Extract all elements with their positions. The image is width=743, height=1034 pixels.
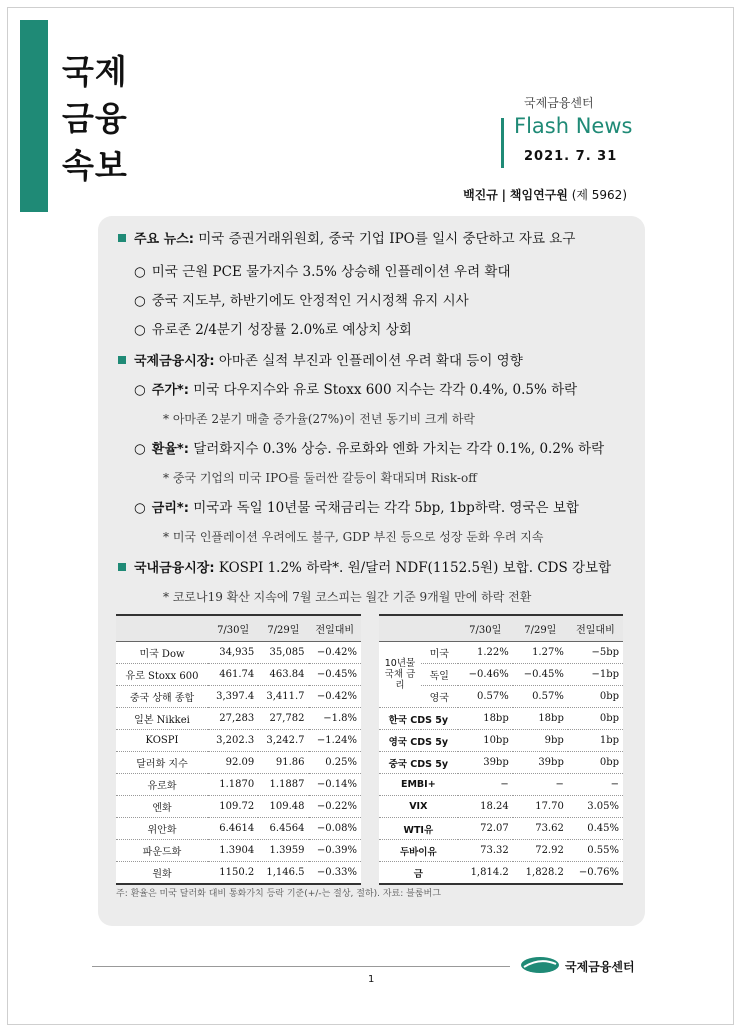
table-cell: 0.25% [309, 752, 361, 774]
table-row [116, 642, 361, 664]
table-cell: 0bp [568, 708, 623, 730]
item-key: 환율*: [151, 442, 189, 457]
row-label: 달러화 지수 [116, 752, 208, 774]
table-row [379, 752, 623, 774]
table-cell: −1.24% [309, 730, 361, 752]
table-row [116, 752, 361, 774]
circle-bullet-icon: ○ [134, 264, 146, 280]
list-item [134, 260, 511, 280]
table-cell: 17.70 [513, 796, 568, 818]
table-cell: 3,397.4 [208, 686, 258, 708]
table-cell: 1.22% [458, 642, 513, 664]
item-text: 미국 근원 PCE 물가지수 3.5% 상승해 인플레이션 우려 확대 [151, 264, 511, 280]
table-row [379, 818, 623, 840]
table-cell: 92.09 [208, 752, 258, 774]
item-key: 주가*: [151, 383, 189, 398]
footer-divider [92, 966, 510, 967]
table-row [116, 664, 361, 686]
table-cell: − [513, 774, 568, 796]
table-cell: 3.05% [568, 796, 623, 818]
report-date: 2021. 7. 31 [524, 149, 618, 164]
table-cell: 35,085 [258, 642, 308, 664]
table-cell: 18bp [458, 708, 513, 730]
rate-item [134, 496, 579, 516]
table-cell: 0.55% [568, 840, 623, 862]
table-row [379, 642, 623, 664]
table-cell: 1,146.5 [258, 862, 308, 885]
table-row [379, 730, 623, 752]
summary-main-news [118, 227, 575, 247]
table-cell: 3,242.7 [258, 730, 308, 752]
author-separator: | [501, 188, 507, 202]
table-cell: 461.74 [208, 664, 258, 686]
table-cell: 1.1887 [258, 774, 308, 796]
table-row [116, 840, 361, 862]
table-row [116, 708, 361, 730]
row-label: 유로 Stoxx 600 [116, 664, 208, 686]
table-header-row [379, 615, 623, 642]
column-header: 7/30일 [458, 615, 513, 642]
square-bullet-icon [118, 356, 126, 364]
table-header-row [116, 615, 361, 642]
page-number: 1 [368, 974, 375, 985]
table-cell: 72.07 [458, 818, 513, 840]
table-cell: 73.62 [513, 818, 568, 840]
row-label: 미국 [421, 642, 458, 664]
table-row [116, 774, 361, 796]
table-cell: 0.45% [568, 818, 623, 840]
item-text: 미국 다우지수와 유로 Stoxx 600 지수는 각각 0.4%, 0.5% 하락 [193, 382, 578, 398]
stock-item [134, 378, 577, 398]
table-cell: 0.57% [513, 686, 568, 708]
table-cell: − [458, 774, 513, 796]
table-cell: 463.84 [258, 664, 308, 686]
section-text: 미국 증권거래위원회, 중국 기업 IPO를 일시 중단하고 자료 요구 [198, 231, 576, 247]
footer-org-name: 국제금융센터 [565, 960, 635, 974]
table-cell: −0.76% [568, 862, 623, 885]
table-cell: 3,411.7 [258, 686, 308, 708]
column-header: 7/29일 [258, 615, 308, 642]
table-row [379, 774, 623, 796]
column-header [379, 615, 458, 642]
org-name: 국제금융센터 [524, 96, 594, 110]
author-line [463, 186, 627, 203]
table-cell: 27,283 [208, 708, 258, 730]
table-cell: 6.4564 [258, 818, 308, 840]
table-row [379, 862, 623, 885]
table-cell: 109.72 [208, 796, 258, 818]
row-label: 원화 [116, 862, 208, 885]
table-cell: −0.39% [309, 840, 361, 862]
table-cell: − [568, 774, 623, 796]
table-cell: −0.14% [309, 774, 361, 796]
column-header: 7/30일 [208, 615, 258, 642]
column-header: 7/29일 [513, 615, 568, 642]
section-text: KOSPI 1.2% 하락*. 원/달러 NDF(1152.5원) 보합. CDS 강보합 [218, 560, 612, 576]
table-cell: 1,814.2 [458, 862, 513, 885]
table-cell: −0.42% [309, 686, 361, 708]
title-line-2: 금융 [62, 99, 128, 138]
table-cell: −0.45% [513, 664, 568, 686]
table-row [116, 686, 361, 708]
fx-note: * 중국 기업의 미국 IPO를 둘러싼 갈등이 확대되며 Risk-off [163, 471, 477, 485]
row-label: 중국 CDS 5y [379, 752, 458, 774]
org-logo-icon [520, 955, 560, 975]
title-line-1: 국제 [62, 52, 128, 91]
circle-bullet-icon: ○ [134, 293, 146, 309]
section-key: 국제금융시장: [134, 354, 215, 369]
table-row [379, 796, 623, 818]
table-cell: 1.3959 [258, 840, 308, 862]
table-cell: 73.32 [458, 840, 513, 862]
table-cell: 18bp [513, 708, 568, 730]
market-table-right [379, 614, 623, 885]
table-cell: 1.27% [513, 642, 568, 664]
item-text: 달러화지수 0.3% 상승. 유로화와 엔화 가치는 각각 0.1%, 0.2% 하락 [193, 441, 605, 457]
table-cell: 39bp [458, 752, 513, 774]
row-label: EMBI+ [379, 774, 458, 796]
table-cell: 3,202.3 [208, 730, 258, 752]
row-label: KOSPI [116, 730, 208, 752]
table-cell: 109.48 [258, 796, 308, 818]
fx-item [134, 437, 604, 457]
row-label: 독일 [421, 664, 458, 686]
section-text: 아마존 실적 부진과 인플레이션 우려 확대 등이 영향 [218, 353, 523, 369]
table-cell: 27,782 [258, 708, 308, 730]
table-cell: 72.92 [513, 840, 568, 862]
table-cell: 0bp [568, 752, 623, 774]
table-cell: −0.46% [458, 664, 513, 686]
table-cell: −0.08% [309, 818, 361, 840]
circle-bullet-icon: ○ [134, 322, 146, 338]
item-text: 유로존 2/4분기 성장률 2.0%로 예상치 상회 [151, 322, 412, 338]
table-cell: −0.42% [309, 642, 361, 664]
row-label: 엔화 [116, 796, 208, 818]
table-cell: 34,935 [208, 642, 258, 664]
table-cell: 1.1870 [208, 774, 258, 796]
row-label: 미국 Dow [116, 642, 208, 664]
table [379, 614, 623, 885]
market-table-left [116, 614, 361, 885]
summary-intl-markets [118, 349, 523, 369]
table-cell: 9bp [513, 730, 568, 752]
table-row [379, 840, 623, 862]
table-row [116, 862, 361, 885]
table-cell: 0.57% [458, 686, 513, 708]
report-title [62, 48, 128, 189]
table-cell: 91.86 [258, 752, 308, 774]
item-text: 중국 지도부, 하반기에도 안정적인 거시정책 유지 시사 [151, 293, 469, 309]
square-bullet-icon [118, 234, 126, 242]
table-row [116, 730, 361, 752]
row-label: 유로화 [116, 774, 208, 796]
table-cell: −0.33% [309, 862, 361, 885]
table-cell: 0bp [568, 686, 623, 708]
row-label: 파운드화 [116, 840, 208, 862]
table-cell: −0.22% [309, 796, 361, 818]
stock-note: * 아마존 2분기 매출 증가율(27%)이 전년 동기비 크게 하락 [163, 412, 476, 426]
title-line-3: 속보 [62, 146, 128, 185]
table-cell: 6.4614 [208, 818, 258, 840]
row-label: 일본 Nikkei [116, 708, 208, 730]
table-row [116, 818, 361, 840]
issue-number: (제 5962) [571, 188, 627, 202]
list-item [134, 289, 469, 309]
circle-bullet-icon: ○ [134, 382, 146, 398]
table-cell: 10bp [458, 730, 513, 752]
table-row [116, 796, 361, 818]
column-header: 전일대비 [568, 615, 623, 642]
section-key: 국내금융시장: [134, 561, 215, 576]
table-cell: 18.24 [458, 796, 513, 818]
accent-bar [20, 20, 48, 212]
row-label: 영국 CDS 5y [379, 730, 458, 752]
table-cell: −1bp [568, 664, 623, 686]
row-label: 두바이유 [379, 840, 458, 862]
row-label: 중국 상해 종합 [116, 686, 208, 708]
row-label: 위안화 [116, 818, 208, 840]
row-label: 한국 CDS 5y [379, 708, 458, 730]
column-header: 전일대비 [309, 615, 361, 642]
row-group-label: 10년물 국채 금리 [379, 642, 421, 708]
table-cell: 1150.2 [208, 862, 258, 885]
summary-domestic-markets [118, 556, 611, 576]
table-row [379, 708, 623, 730]
table-cell: −1.8% [309, 708, 361, 730]
square-bullet-icon [118, 563, 126, 571]
table-cell: 1,828.2 [513, 862, 568, 885]
item-text: 미국과 독일 10년물 국채금리는 각각 5bp, 1bp하락. 영국은 보합 [193, 500, 579, 516]
row-label: VIX [379, 796, 458, 818]
row-label: WTI유 [379, 818, 458, 840]
author-role: 책임연구원 [509, 188, 568, 202]
table-cell: 39bp [513, 752, 568, 774]
rate-note: * 미국 인플레이션 우려에도 불구, GDP 부진 등으로 성장 둔화 우려 지속 [163, 530, 544, 544]
circle-bullet-icon: ○ [134, 441, 146, 457]
circle-bullet-icon: ○ [134, 500, 146, 516]
table-cell: 1.3904 [208, 840, 258, 862]
list-item [134, 318, 412, 338]
header-divider [501, 118, 504, 168]
product-name: Flash News [514, 114, 633, 138]
author-name: 백진규 [463, 188, 498, 202]
item-key: 금리*: [151, 501, 189, 516]
table [116, 614, 361, 885]
column-header [116, 615, 208, 642]
table-cell: −5bp [568, 642, 623, 664]
table-cell: −0.45% [309, 664, 361, 686]
row-label: 금 [379, 862, 458, 885]
row-label: 영국 [421, 686, 458, 708]
domestic-note: * 코로나19 확산 지속에 7월 코스피는 월간 기준 9개월 만에 하락 전환 [163, 590, 532, 604]
source-note: 주: 환율은 미국 달러화 대비 통화가치 등락 기준(+/-는 절상, 절하). 자료: 블룸버그 [116, 889, 441, 899]
table-cell: 1bp [568, 730, 623, 752]
section-key: 주요 뉴스: [134, 232, 194, 247]
